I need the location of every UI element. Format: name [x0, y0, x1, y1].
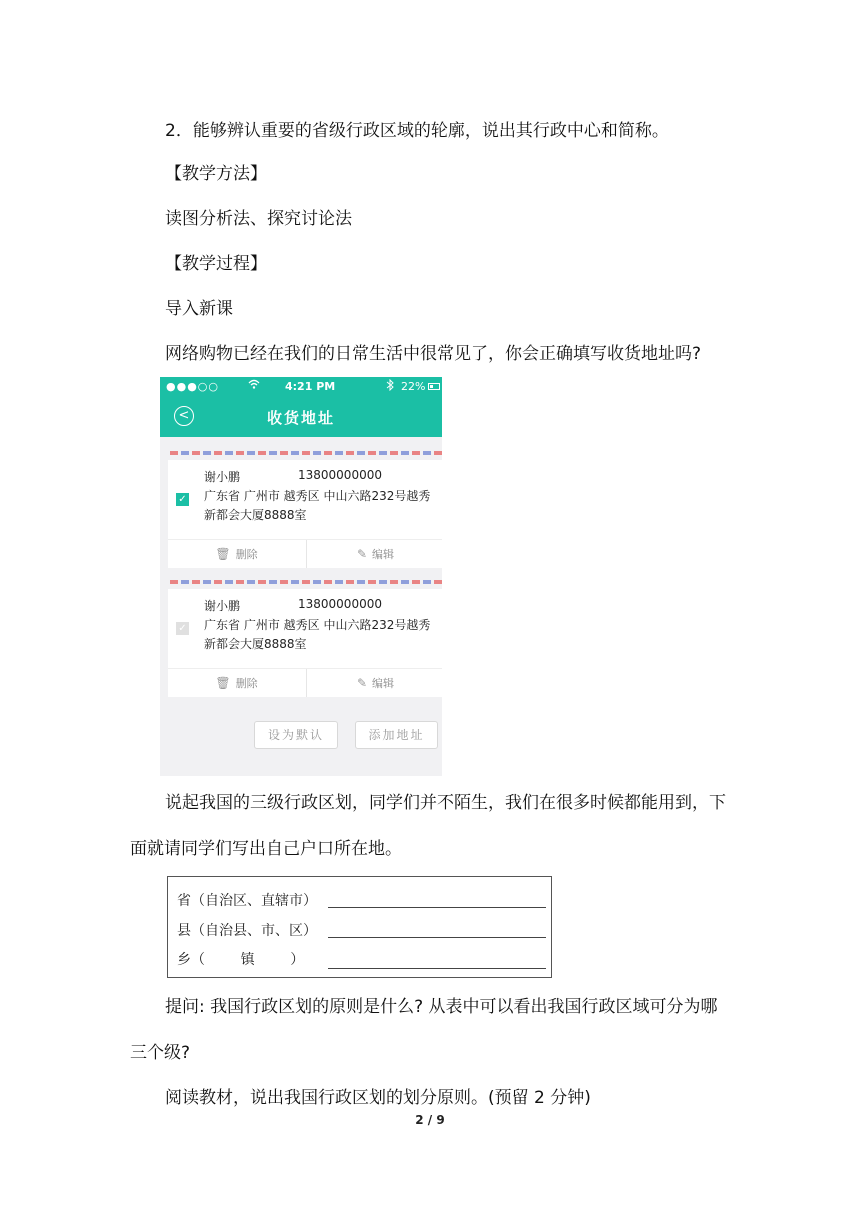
recipient-name: 谢小鹏: [204, 599, 241, 613]
address-line-2: 新都会大厦8888室: [204, 637, 307, 651]
trash-icon: 🗑: [215, 676, 231, 690]
edit-label: 编辑: [372, 548, 395, 561]
pencil-icon: ✎: [356, 547, 368, 561]
paragraph-line: 说起我国的三级行政区划，同学们并不陌生，我们在很多时候都能用到，下: [165, 793, 726, 813]
question-paragraph: 网络购物已经在我们的日常生活中很常见了，你会正确填写收货地址吗?: [165, 344, 702, 364]
address-actions: [168, 668, 442, 697]
reading-task: 阅读教材，说出我国行政区划的划分原则。(预留 2 分钟): [165, 1088, 591, 1108]
pencil-icon: ✎: [356, 676, 368, 690]
battery-icon: [428, 383, 440, 390]
address-line-1: 广东省 广州市 越秀区 中山六路232号越秀: [204, 489, 431, 503]
intro-heading: 导入新课: [165, 299, 233, 319]
nav-bar: [160, 397, 442, 437]
shopping-address-screenshot: [160, 377, 442, 776]
edit-label: 编辑: [372, 677, 395, 690]
recipient-phone: 13800000000: [298, 468, 382, 482]
province-label: 省（自治区、直辖市）: [177, 893, 317, 909]
page-number: 2 / 9: [415, 1113, 445, 1127]
objective-item-2: 2．能够辨认重要的省级行政区域的轮廓，说出其行政中心和简称。: [165, 121, 669, 141]
airmail-stripe: [170, 580, 442, 584]
bluetooth-icon: [386, 379, 394, 394]
back-icon[interactable]: <: [174, 406, 194, 426]
check-icon[interactable]: ✓: [176, 622, 189, 635]
status-time: 4:21 PM: [285, 380, 336, 393]
process-heading: 【教学过程】: [165, 254, 267, 274]
method-text: 读图分析法、探究讨论法: [165, 209, 352, 229]
province-blank: [328, 907, 546, 908]
edit-button[interactable]: [306, 540, 442, 568]
paragraph-line: 面就请同学们写出自己户口所在地。: [130, 839, 402, 859]
recipient-phone: 13800000000: [298, 597, 382, 611]
airmail-stripe: [170, 451, 442, 455]
status-bar: [160, 377, 442, 397]
recipient-name: 谢小鹏: [204, 470, 241, 484]
question-line: 三个级?: [130, 1043, 191, 1063]
battery-percent: 22%: [401, 380, 426, 393]
add-address-button[interactable]: 添加地址: [355, 721, 438, 749]
question-line: 提问: 我国行政区划的原则是什么? 从表中可以看出我国行政区域可分为哪: [165, 997, 718, 1017]
township-label: 乡（ 镇 ）: [177, 952, 305, 968]
address-actions: [168, 539, 442, 568]
set-default-button[interactable]: 设为默认: [254, 721, 338, 749]
residence-form: [167, 876, 552, 978]
check-icon[interactable]: ✓: [176, 493, 189, 506]
county-blank: [328, 937, 546, 938]
trash-icon: 🗑: [215, 547, 231, 561]
delete-button[interactable]: [168, 669, 305, 697]
edit-button[interactable]: [306, 669, 442, 697]
address-line-2: 新都会大厦8888室: [204, 508, 307, 522]
delete-label: 删除: [235, 548, 258, 561]
address-line-1: 广东省 广州市 越秀区 中山六路232号越秀: [204, 618, 431, 632]
township-blank: [328, 968, 546, 969]
method-heading: 【教学方法】: [165, 164, 267, 184]
county-label: 县（自治县、市、区）: [177, 923, 317, 939]
wifi-icon: [248, 378, 260, 393]
nav-title: 收货地址: [266, 409, 335, 427]
signal-dots: ●●●○○: [166, 380, 219, 393]
delete-button[interactable]: [168, 540, 305, 568]
delete-label: 删除: [235, 677, 258, 690]
